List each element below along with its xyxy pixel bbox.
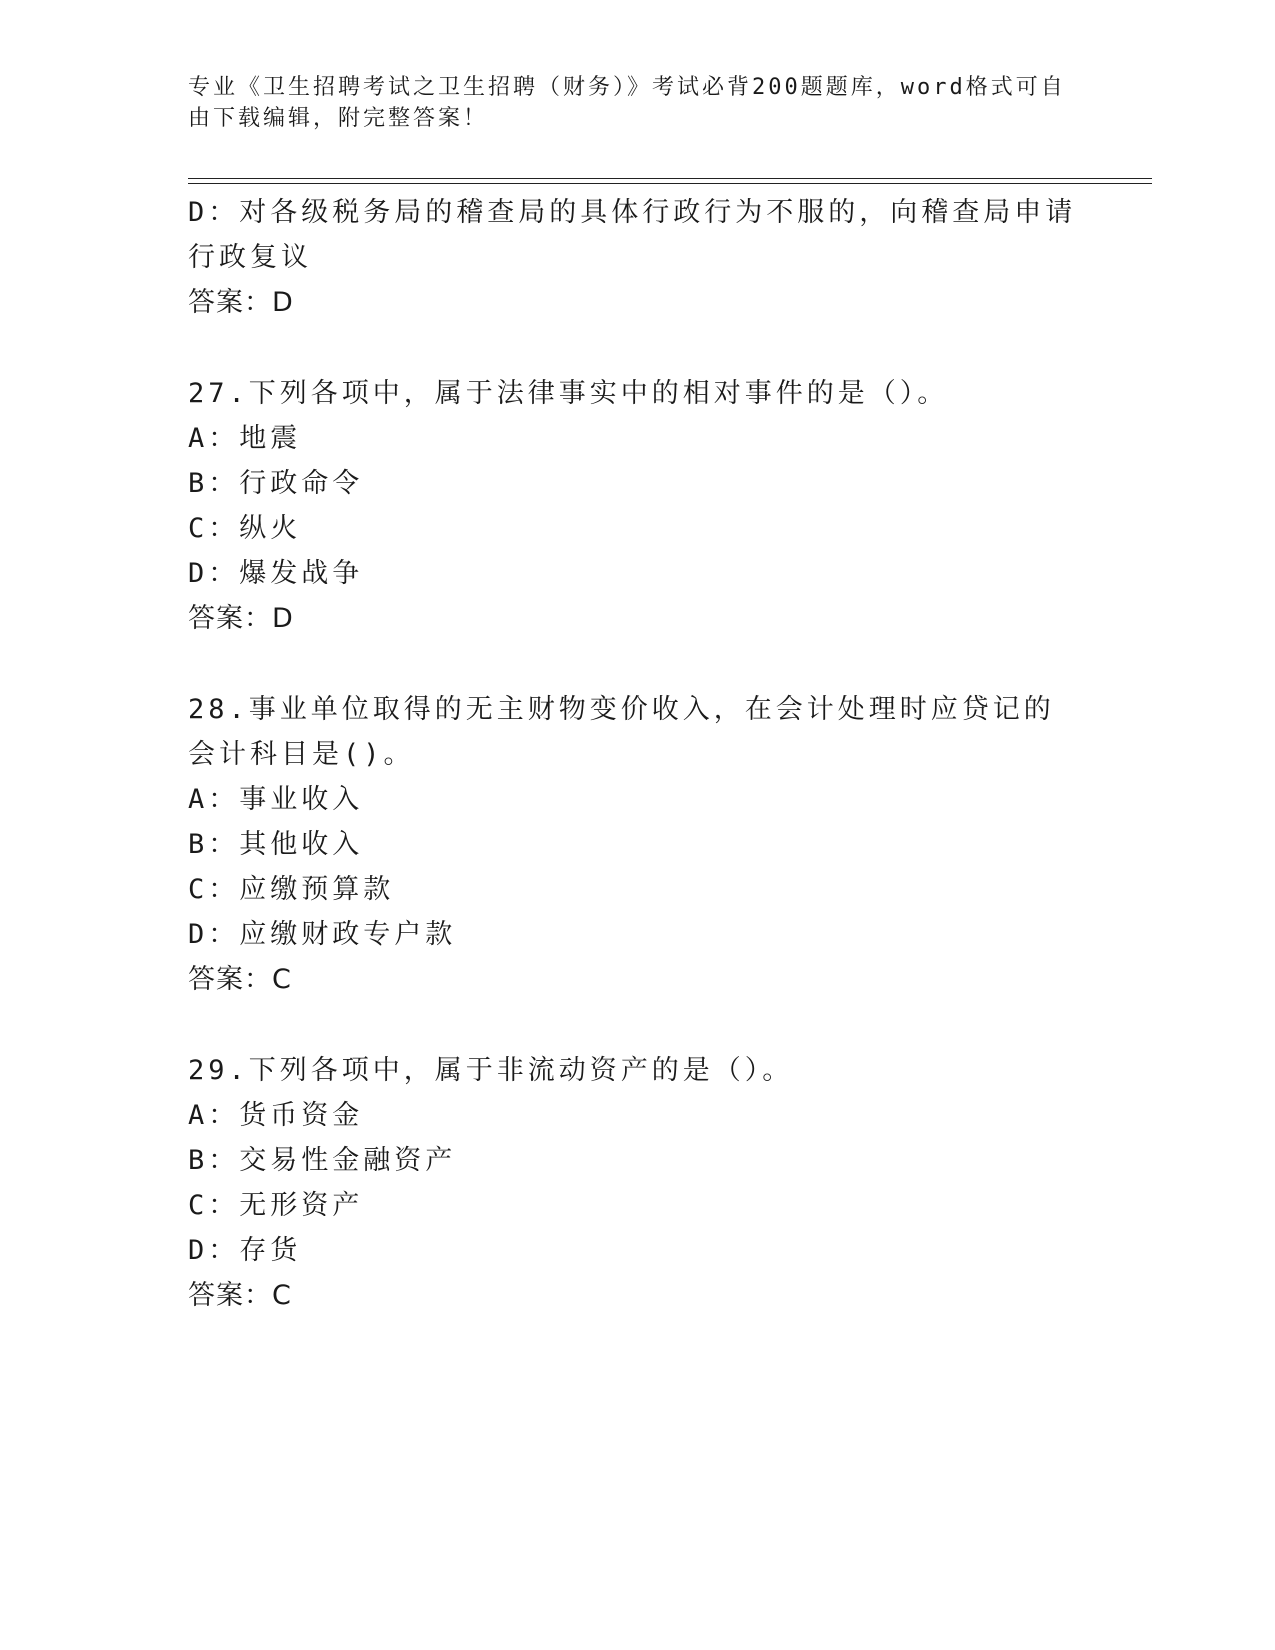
question-28 (188, 687, 1088, 1002)
option-a: A：地震 (188, 423, 302, 454)
option-d: D：应缴财政专户款 (188, 919, 457, 950)
option-d: D：存货 (188, 1235, 302, 1266)
question-stem: 27.下列各项中，属于法律事实中的相对事件的是（）。 (188, 378, 949, 409)
option-b: B：行政命令 (188, 468, 364, 499)
answer-line: 答案：C (188, 1280, 292, 1311)
document-header: 专业《卫生招聘考试之卫生招聘（财务）》考试必背200题题库，word格式可自由下载编辑，附完整答案！ (188, 75, 1066, 131)
answer-line: 答案：D (188, 287, 294, 318)
option-a: A：事业收入 (188, 784, 364, 815)
question-stem: 29.下列各项中，属于非流动资产的是（）。 (188, 1055, 794, 1086)
answer-line: 答案：C (188, 964, 292, 995)
continued-question (188, 190, 1088, 325)
header-divider-top (188, 178, 1152, 179)
question-29 (188, 1048, 1088, 1318)
question-stem: 28.事业单位取得的无主财物变价收入，在会计处理时应贷记的会计科目是()。 (188, 694, 1055, 770)
option-d: D：爆发战争 (188, 558, 364, 589)
option-c: C：纵火 (188, 513, 302, 544)
option-b: B：其他收入 (188, 829, 364, 860)
option-a: A：货币资金 (188, 1100, 364, 1131)
option-c: C：无形资产 (188, 1190, 364, 1221)
option-d: D：对各级税务局的稽查局的具体行政行为不服的，向稽查局申请行政复议 (188, 197, 1077, 273)
question-27 (188, 371, 1088, 641)
option-b: B：交易性金融资产 (188, 1145, 457, 1176)
header-divider-bottom (188, 183, 1152, 184)
option-c: C：应缴预算款 (188, 874, 395, 905)
question-list (188, 190, 1088, 1318)
answer-line: 答案：D (188, 603, 294, 634)
